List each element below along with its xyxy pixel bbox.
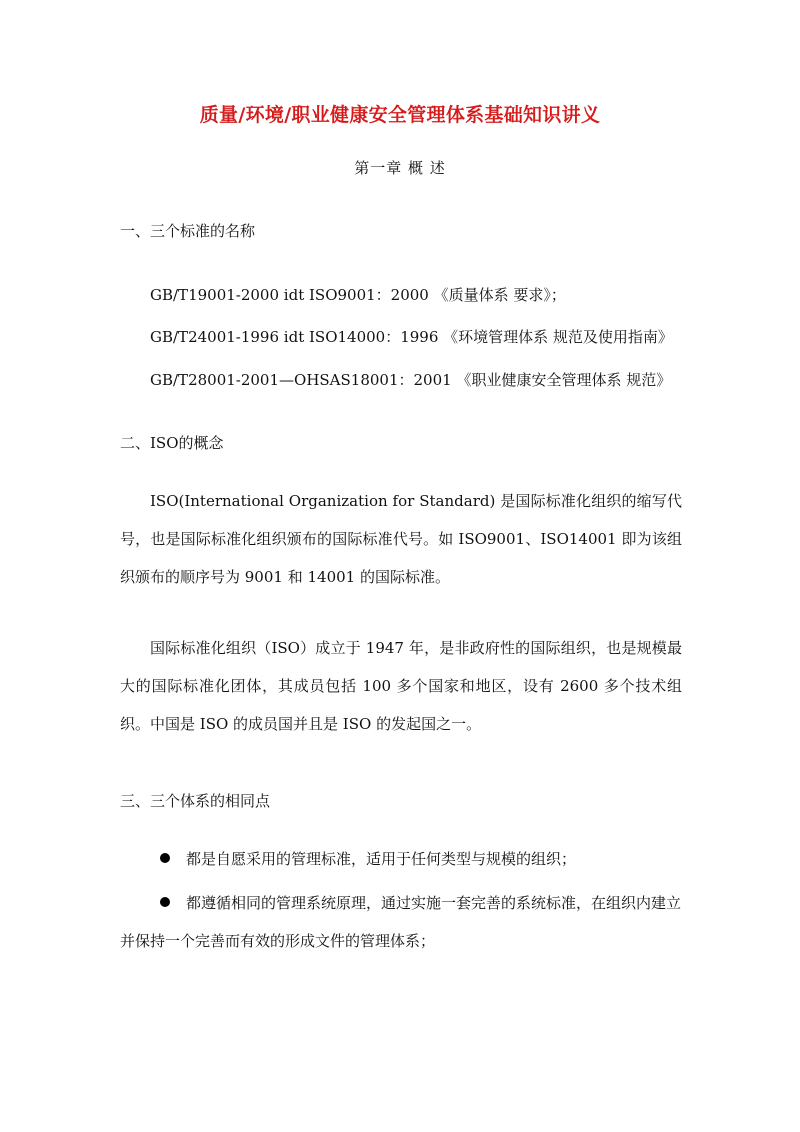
standard-line: GB/T28001-2001—OHSAS18001：2001 《职业健康安全管理体系 规范》	[150, 371, 672, 389]
list-item	[120, 840, 682, 878]
document-title: 质量/环境/职业健康安全管理体系基础知识讲义	[199, 104, 601, 126]
list-item-text: 都是自愿采用的管理标准，适用于任何类型与规模的组织；	[186, 850, 577, 868]
section-heading-iso: 二、ISO的概念	[120, 434, 224, 452]
section-heading-standards: 一、三个标准的名称	[120, 222, 256, 240]
standard-line: GB/T24001-1996 idt ISO14000：1996 《环境管理体系 规范及使用指南》	[150, 328, 673, 346]
list-item	[120, 884, 682, 960]
standard-line: GB/T19001-2000 idt ISO9001：2000 《质量体系 要求》；	[150, 286, 566, 304]
section-heading-similarities: 三、三个体系的相同点	[120, 792, 271, 810]
paragraph-iso-definition: ISO(International Organization for Standard) 是国际标准化组织的缩写代号，也是国际标准化组织颁布的国际标准代号。如 ISO9001、ISO14001 即为该组织颁布的顺序号为 9001 和 14001 的国际标准。	[120, 492, 682, 586]
list-item-text: 都遵循相同的管理系统原理，通过实施一套完善的系统标准，在组织内建立并保持一个完善而有效的形成文件的管理体系；	[120, 894, 682, 950]
paragraph-iso-history: 国际标准化组织（ISO）成立于 1947 年，是非政府性的国际组织，也是规模最大的国际标准化团体，其成员包括 100 多个国家和地区，设有 2600 多个技术组织。中国是 ISO 的成员国并且是 ISO 的发起国之一。	[120, 639, 682, 733]
bullet-icon	[160, 897, 170, 907]
chapter-heading: 第一章 概 述	[354, 159, 446, 177]
bullet-icon	[160, 853, 170, 863]
